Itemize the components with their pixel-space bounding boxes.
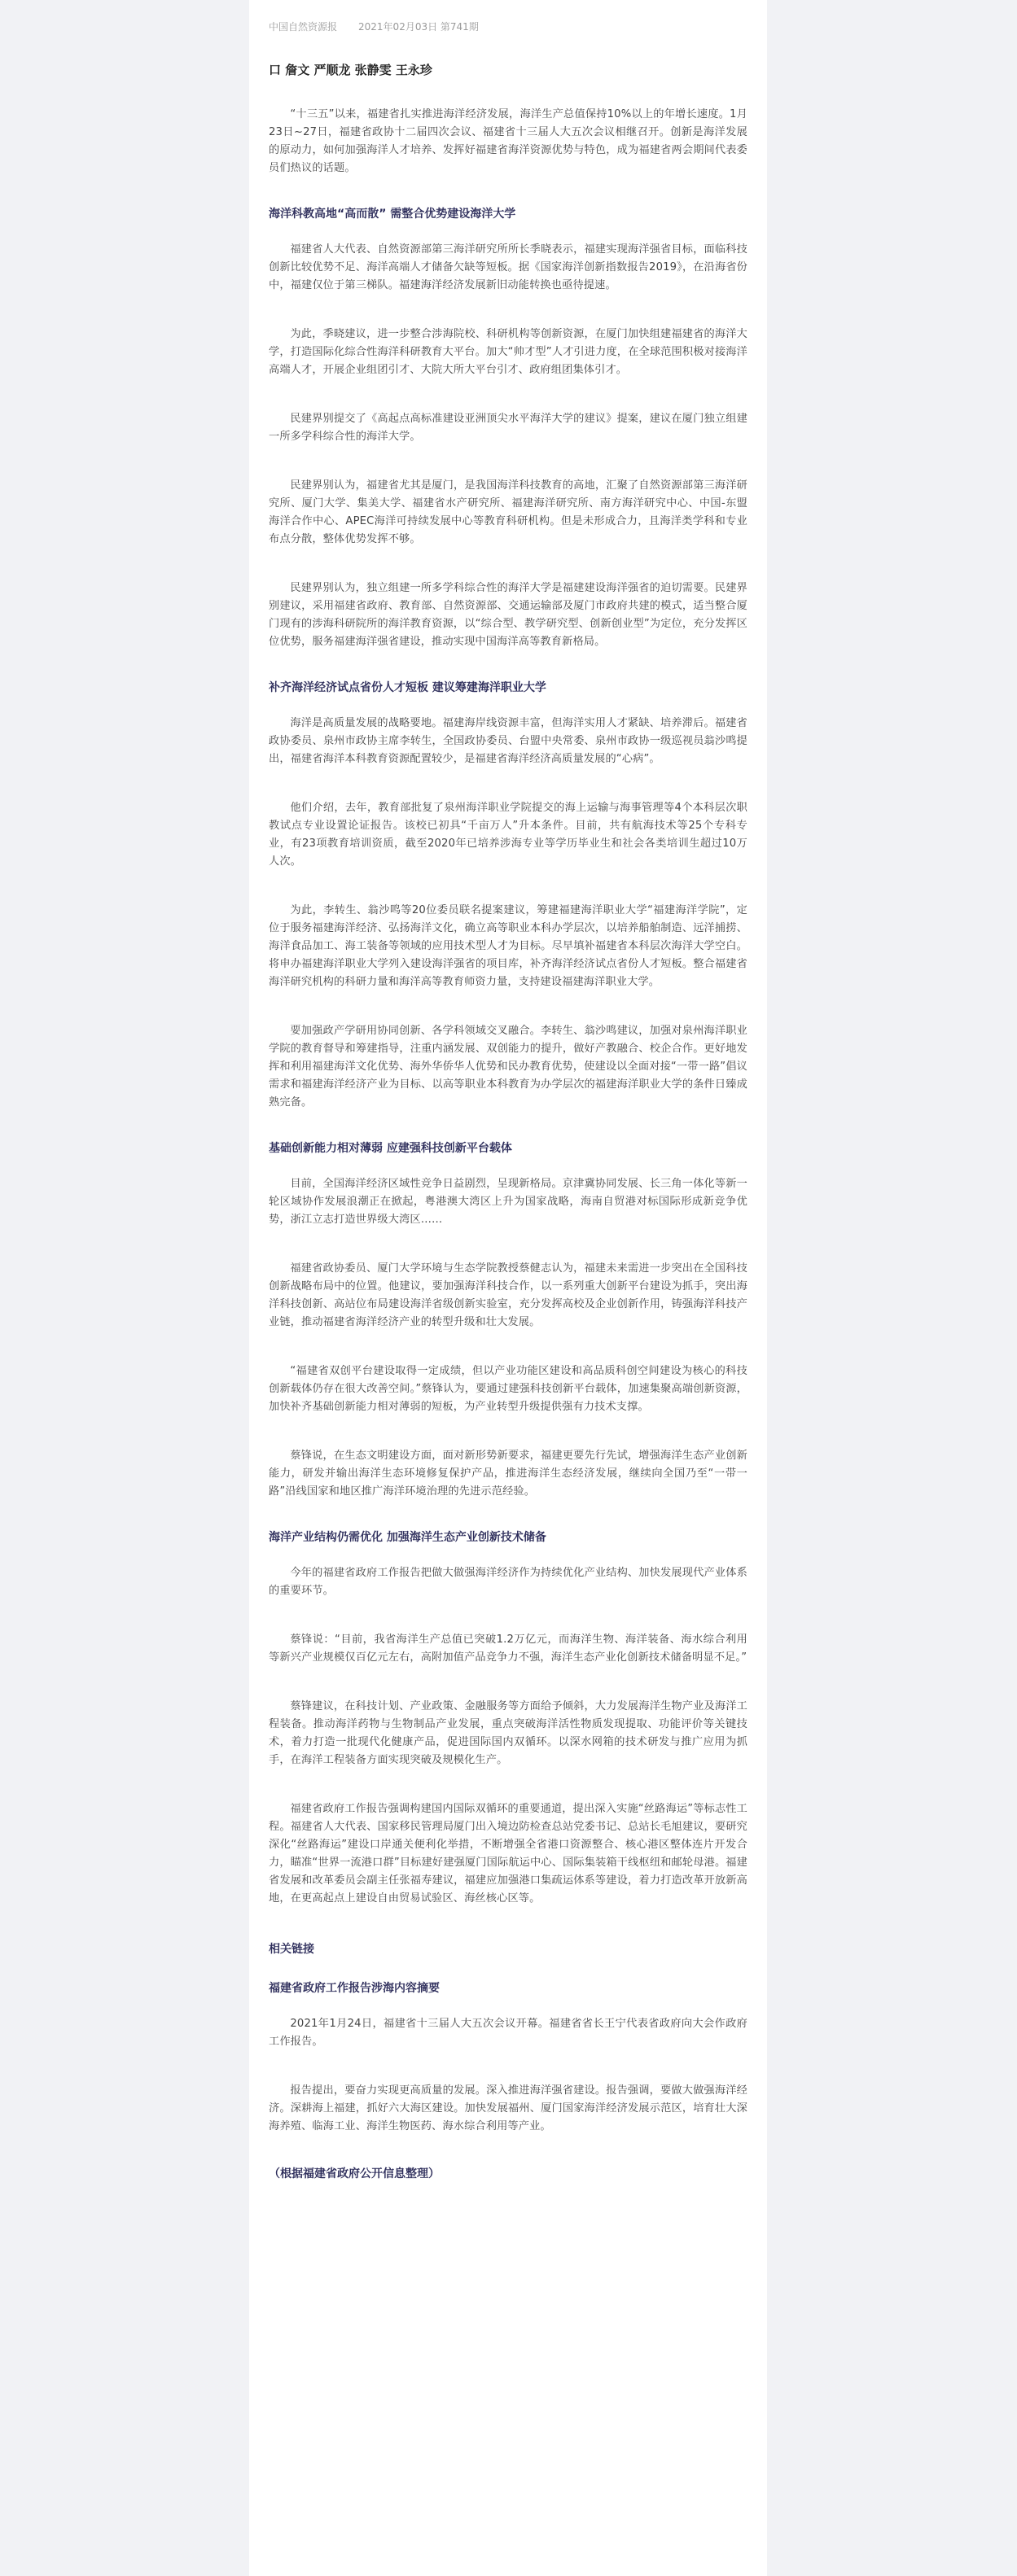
article-paragraph: 福建省政协委员、厦门大学环境与生态学院教授蔡健志认为，福建未来需进一步突出在全国科技创新战略布局中的位置。他建议，要加强海洋科技合作，以一系列重大创新平台建设为抓手，突出海洋科技创新、高站位布局建设海洋省级创新实验室，充分发挥高校及企业创新作用，铸强海洋科技产业链，推动福建省海洋经济产业的转型升级和壮大发展。 <box>269 1262 747 1328</box>
article-meta <box>269 20 747 33</box>
article-paragraph: 蔡锋建议，在科技计划、产业政策、金融服务等方面给予倾斜，大力发展海洋生物产业及海洋工程装备。推动海洋药物与生物制品产业发展，重点突破海洋活性物质发现提取、功能评价等关键技术，着力打造一批现代化健康产品，促进国际国内双循环。以深水网箱的技术研发与推广应用为抓手，在海洋工程装备方面实现突破及规模化生产。 <box>269 1700 747 1766</box>
article-body <box>249 0 767 2181</box>
article-paragraph: 为此，李转生、翁沙鸣等20位委员联名提案建议，筹建福建海洋职业大学“福建海洋学院”，定位于服务福建海洋经济、弘扬海洋文化，确立高等职业本科办学层次，以培养船舶制造、远洋捕捞、海洋食品加工、海工装备等领域的应用技术型人才为目标。尽早填补福建省本科层次海洋大学空白。将申办福建海洋职业大学列入建设海洋强省的项目库，补齐海洋经济试点省份人才短板。整合福建省海洋研究机构的科研力量和海洋高等教育师资力量，支持建设福建海洋职业大学。 <box>269 904 747 988</box>
article-paragraph: “福建省双创平台建设取得一定成绩，但以产业功能区建设和高品质科创空间建设为核心的科技创新载体仍存在很大改善空间。”蔡锋认为，要通过建强科技创新平台载体，加速集聚高端创新资源，加快补齐基础创新能力相对薄弱的短板，为产业转型升级提供强有力技术支撑。 <box>269 1365 747 1413</box>
article-paragraph: 民建界别认为，福建省尤其是厦门，是我国海洋科技教育的高地，汇聚了自然资源部第三海洋研究所、厦门大学、集美大学、福建省水产研究所、福建海洋研究所、南方海洋研究中心、中国-东盟海洋合作中心、APEC海洋可持续发展中心等教育科研机构。但是未形成合力，且海洋类学科和专业布点分散，整体优势发挥不够。 <box>269 479 747 545</box>
related-links-heading: 相关链接 <box>269 1943 314 1956</box>
section-heading: 补齐海洋经济试点省份人才短板 建议筹建海洋职业大学 <box>269 681 546 694</box>
article-paragraph: 福建省政府工作报告强调构建国内国际双循环的重要通道，提出深入实施“丝路海运”等标志性工程。福建省人大代表、国家移民管理局厦门出入境边防检查总站党委书记、总站长毛旭建议，要研究深化“丝路海运”建设口岸通关便利化举措，不断增强全省港口资源整合、核心港区整体连片开发合力，瞄准“世界一流港口群”目标建好建强厦门国际航运中心、国际集装箱干线枢纽和邮轮母港。福建省发展和改革委员会副主任张福寿建议，福建应加强港口集疏运体系等建设，着力打造改革开放新高地，在更高起点上建设自由贸易试验区、海丝核心区等。 <box>269 1803 747 1905</box>
article-paragraph: 报告提出，要奋力实现更高质量的发展。深入推进海洋强省建设。报告强调，要做大做强海洋经济。深耕海上福建，抓好六大海区建设。加快发展福州、厦门国家海洋经济发展示范区，培育壮大深海养殖、临海工业、海洋生物医药、海水综合利用等产业。 <box>269 2084 747 2132</box>
article-paragraph: 民建界别认为，独立组建一所多学科综合性的海洋大学是福建建设海洋强省的迫切需要。民建界别建议，采用福建省政府、教育部、自然资源部、交通运输部及厦门市政府共建的模式，适当整合厦门现有的涉海科研院所的海洋教育资源，以“综合型、教学研究型、创新创业型”为定位，充分发挥区位优势，服务福建海洋强省建设，推动实现中国海洋高等教育新格局。 <box>269 582 747 648</box>
article-paragraph: 海洋是高质量发展的战略要地。福建海岸线资源丰富，但海洋实用人才紧缺、培养滞后。福建省政协委员、泉州市政协主席李转生，全国政协委员、台盟中央常委、泉州市政协一级巡视员翁沙鸣提出，福建省海洋本科教育资源配置较少，是福建省海洋经济高质量发展的“心病”。 <box>269 717 747 765</box>
article-page <box>249 0 767 2576</box>
section-heading: 海洋产业结构仍需优化 加强海洋生态产业创新技术储备 <box>269 1531 546 1544</box>
article-paragraph: 今年的福建省政府工作报告把做大做强海洋经济作为持续优化产业结构、加快发展现代产业体系的重要环节。 <box>269 1567 747 1597</box>
article-paragraph: 他们介绍，去年，教育部批复了泉州海洋职业学院提交的海上运输与海事管理等4个本科层次职教试点专业设置论证报告。该校已初具“千亩万人”升本条件。目前，共有航海技术等25个专科专业，有23项教育培训资质，截至2020年已培养涉海专业等学历毕业生和社会各类培训生超过10万人次。 <box>269 802 747 868</box>
article-paragraph: 蔡锋说，在生态文明建设方面，面对新形势新要求，福建更要先行先试，增强海洋生态产业创新能力，研发并输出海洋生态环境修复保护产品，推进海洋生态经济发展，继续向全国乃至“一带一路”沿线国家和地区推广海洋环境治理的先进示范经验。 <box>269 1450 747 1498</box>
source-note: （根据福建省政府公开信息整理） <box>269 2167 440 2180</box>
article-paragraph: 目前，全国海洋经济区域性竞争日益剧烈，呈现新格局。京津冀协同发展、长三角一体化等新一轮区域协作发展浪潮正在掀起，粤港澳大湾区上升为国家战略，海南自贸港对标国际形成新竞争优势，浙江立志打造世界级大湾区…… <box>269 1178 747 1226</box>
article-paragraph: 要加强政产学研用协同创新、各学科领域交叉融合。李转生、翁沙鸣建议，加强对泉州海洋职业学院的教育督导和筹建指导，注重内涵发展、双创能力的提升，做好产教融合、校企合作。更好地发挥和利用福建海洋文化优势、海外华侨华人优势和民办教育优势，使建设以全面对接“一带一路”倡议需求和福建海洋经济产业为目标、以高等职业本科教育为办学层次的福建海洋职业大学的条件日臻成熟完备。 <box>269 1025 747 1109</box>
section-heading: 福建省政府工作报告涉海内容摘要 <box>269 1982 440 1995</box>
article-paragraph: 2021年1月24日，福建省十三届人大五次会议开幕。福建省省长王宁代表省政府向大会作政府工作报告。 <box>269 2018 747 2048</box>
section-heading: 海洋科教高地“高而散” 需整合优势建设海洋大学 <box>269 208 516 221</box>
newspaper-name: 中国自然资源报 <box>269 21 338 33</box>
article-paragraph: 为此，季晓建议，进一步整合涉海院校、科研机构等创新资源，在厦门加快组建福建省的海洋大学，打造国际化综合性海洋科研教育大平台。加大“帅才型”人才引进力度，在全球范围积极对接海洋高端人才，开展企业组团引才、大院大所大平台引才、政府组团集体引才。 <box>269 328 747 376</box>
section-heading: 基础创新能力相对薄弱 应建强科技创新平台载体 <box>269 1142 512 1155</box>
article-authors: 口 詹文 严顺龙 张静雯 王永珍 <box>269 63 432 77</box>
article-paragraph: “十三五”以来，福建省扎实推进海洋经济发展，海洋生产总值保持10%以上的年增长速度。1月23日~27日，福建省政协十二届四次会议、福建省十三届人大五次会议相继召开。创新是海洋发展的原动力，如何加强海洋人才培养、发挥好福建省海洋资源优势与特色，成为福建省两会期间代表委员们热议的话题。 <box>269 108 747 174</box>
article-paragraph: 福建省人大代表、自然资源部第三海洋研究所所长季晓表示，福建实现海洋强省目标，面临科技创新比较优势不足、海洋高端人才储备欠缺等短板。据《国家海洋创新指数报告2019》，在沿海省份中，福建仅位于第三梯队。福建海洋经济发展新旧动能转换也亟待提速。 <box>269 243 747 291</box>
issue-date: 2021年02月03日 第741期 <box>358 21 479 33</box>
article-paragraph: 蔡锋说：“目前，我省海洋生产总值已突破1.2万亿元，而海洋生物、海洋装备、海水综合利用等新兴产业规模仅百亿元左右，高附加值产品竞争力不强，海洋生态产业化创新技术储备明显不足。” <box>269 1634 747 1664</box>
article-content <box>269 106 747 2181</box>
article-paragraph: 民建界别提交了《高起点高标准建设亚洲顶尖水平海洋大学的建议》提案，建议在厦门独立组建一所多学科综合性的海洋大学。 <box>269 413 747 443</box>
